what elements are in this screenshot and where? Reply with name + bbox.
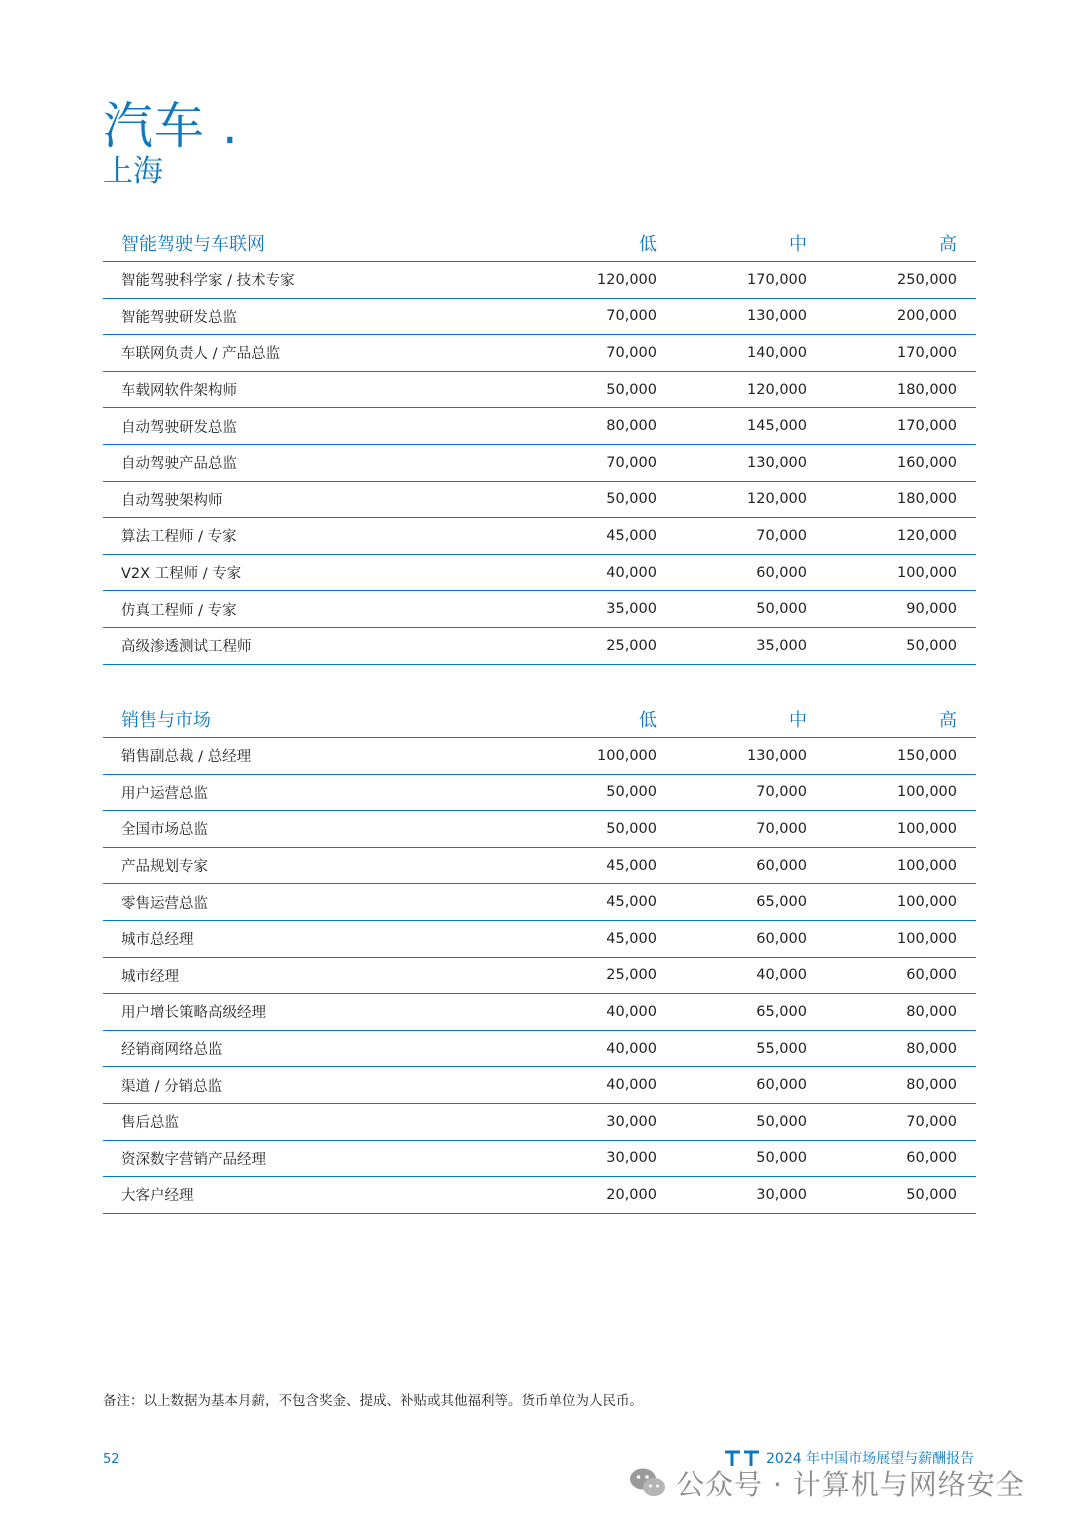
column-mid: 中 bbox=[789, 710, 807, 731]
salary-high-cell: 80,000 bbox=[906, 1003, 957, 1020]
salary-high-cell: 180,000 bbox=[897, 381, 957, 398]
salary-mid-cell: 130,000 bbox=[747, 747, 807, 764]
salary-low-cell: 25,000 bbox=[606, 967, 657, 984]
salary-mid-cell: 60,000 bbox=[756, 564, 807, 581]
table-row bbox=[103, 1031, 976, 1068]
column-high: 高 bbox=[939, 710, 957, 731]
salary-mid-cell: 60,000 bbox=[756, 930, 807, 947]
table-row bbox=[103, 994, 976, 1031]
salary-low-cell: 40,000 bbox=[606, 564, 657, 581]
wechat-icon bbox=[628, 1466, 668, 1500]
job-title-cell: 销售副总裁 / 总经理 bbox=[121, 749, 252, 766]
salary-low-cell: 40,000 bbox=[606, 1077, 657, 1094]
salary-mid-cell: 130,000 bbox=[747, 454, 807, 471]
salary-low-cell: 50,000 bbox=[606, 381, 657, 398]
job-title-cell: 仿真工程师 / 专家 bbox=[121, 602, 237, 619]
salary-low-cell: 30,000 bbox=[606, 1113, 657, 1130]
salary-high-cell: 200,000 bbox=[897, 308, 957, 325]
watermark bbox=[628, 1463, 1025, 1503]
table-row bbox=[103, 1067, 976, 1104]
salary-high-cell: 150,000 bbox=[897, 747, 957, 764]
job-title-cell: 车载网软件架构师 bbox=[121, 383, 237, 400]
salary-low-cell: 70,000 bbox=[606, 308, 657, 325]
salary-low-cell: 50,000 bbox=[606, 820, 657, 837]
job-title-cell: 零售运营总监 bbox=[121, 895, 208, 912]
salary-low-cell: 25,000 bbox=[606, 637, 657, 654]
salary-high-cell: 80,000 bbox=[906, 1077, 957, 1094]
page-title-block bbox=[103, 98, 239, 190]
salary-high-cell: 100,000 bbox=[897, 564, 957, 581]
table-row bbox=[103, 299, 976, 336]
salary-low-cell: 45,000 bbox=[606, 527, 657, 544]
salary-low-cell: 40,000 bbox=[606, 1040, 657, 1057]
salary-low-cell: 45,000 bbox=[606, 894, 657, 911]
job-title-cell: 自动驾驶架构师 bbox=[121, 492, 223, 509]
table-row bbox=[103, 884, 976, 921]
table-row bbox=[103, 1141, 976, 1178]
page-title: 汽车 . bbox=[103, 97, 239, 155]
salary-high-cell: 120,000 bbox=[897, 527, 957, 544]
salary-mid-cell: 130,000 bbox=[747, 308, 807, 325]
salary-high-cell: 100,000 bbox=[897, 894, 957, 911]
salary-high-cell: 60,000 bbox=[906, 967, 957, 984]
salary-table-sales-marketing bbox=[103, 701, 976, 1214]
salary-mid-cell: 30,000 bbox=[756, 1186, 807, 1203]
column-low: 低 bbox=[639, 234, 657, 255]
salary-mid-cell: 170,000 bbox=[747, 271, 807, 288]
table-row bbox=[103, 335, 976, 372]
salary-high-cell: 170,000 bbox=[897, 344, 957, 361]
salary-table-smart-driving bbox=[103, 225, 976, 665]
table-row bbox=[103, 1104, 976, 1141]
salary-mid-cell: 120,000 bbox=[747, 491, 807, 508]
salary-high-cell: 50,000 bbox=[906, 637, 957, 654]
table-header bbox=[103, 225, 976, 262]
job-title-cell: 车联网负责人 / 产品总监 bbox=[121, 346, 281, 363]
job-title-cell: 算法工程师 / 专家 bbox=[121, 529, 237, 546]
salary-high-cell: 100,000 bbox=[897, 820, 957, 837]
salary-mid-cell: 60,000 bbox=[756, 857, 807, 874]
salary-low-cell: 70,000 bbox=[606, 454, 657, 471]
table-row bbox=[103, 372, 976, 409]
salary-low-cell: 50,000 bbox=[606, 784, 657, 801]
job-title-cell: 城市总经理 bbox=[121, 932, 194, 949]
table-body bbox=[103, 262, 976, 665]
table-row bbox=[103, 482, 976, 519]
column-high: 高 bbox=[939, 234, 957, 255]
salary-low-cell: 50,000 bbox=[606, 491, 657, 508]
table-row bbox=[103, 775, 976, 812]
salary-low-cell: 45,000 bbox=[606, 857, 657, 874]
job-title-cell: 渠道 / 分销总监 bbox=[121, 1078, 223, 1095]
table-row bbox=[103, 591, 976, 628]
salary-high-cell: 250,000 bbox=[897, 271, 957, 288]
salary-low-cell: 40,000 bbox=[606, 1003, 657, 1020]
watermark-text: 公众号 · 计算机与网络安全 bbox=[676, 1468, 1025, 1501]
salary-mid-cell: 65,000 bbox=[756, 894, 807, 911]
salary-high-cell: 180,000 bbox=[897, 491, 957, 508]
table-row bbox=[103, 738, 976, 775]
salary-high-cell: 50,000 bbox=[906, 1186, 957, 1203]
table-row bbox=[103, 848, 976, 885]
salary-low-cell: 20,000 bbox=[606, 1186, 657, 1203]
salary-low-cell: 120,000 bbox=[597, 271, 657, 288]
table-row bbox=[103, 811, 976, 848]
page-subtitle: 上海 bbox=[103, 154, 163, 189]
job-title-cell: 智能驾驶研发总监 bbox=[121, 309, 237, 326]
salary-mid-cell: 60,000 bbox=[756, 1077, 807, 1094]
job-title-cell: 城市经理 bbox=[121, 968, 179, 985]
salary-mid-cell: 145,000 bbox=[747, 418, 807, 435]
table-row bbox=[103, 408, 976, 445]
salary-mid-cell: 50,000 bbox=[756, 1113, 807, 1130]
table-body bbox=[103, 738, 976, 1214]
table-row bbox=[103, 958, 976, 995]
salary-mid-cell: 40,000 bbox=[756, 967, 807, 984]
table-row bbox=[103, 628, 976, 665]
table-row bbox=[103, 1177, 976, 1214]
table-header bbox=[103, 701, 976, 738]
job-title-cell: 用户增长策略高级经理 bbox=[121, 1005, 266, 1022]
salary-low-cell: 35,000 bbox=[606, 601, 657, 618]
salary-mid-cell: 140,000 bbox=[747, 344, 807, 361]
salary-high-cell: 100,000 bbox=[897, 784, 957, 801]
salary-mid-cell: 50,000 bbox=[756, 601, 807, 618]
table-row bbox=[103, 262, 976, 299]
footnote: 备注：以上数据为基本月薪，不包含奖金、提成、补贴或其他福利等。货币单位为人民币。 bbox=[103, 1393, 643, 1409]
page-number: 52 bbox=[103, 1452, 120, 1467]
job-title-cell: 全国市场总监 bbox=[121, 822, 208, 839]
table-row bbox=[103, 445, 976, 482]
job-title-cell: 售后总监 bbox=[121, 1115, 179, 1132]
job-title-cell: 经销商网络总监 bbox=[121, 1042, 223, 1059]
salary-high-cell: 170,000 bbox=[897, 418, 957, 435]
salary-mid-cell: 50,000 bbox=[756, 1150, 807, 1167]
salary-low-cell: 100,000 bbox=[597, 747, 657, 764]
table-heading: 智能驾驶与车联网 bbox=[121, 234, 265, 255]
table-row bbox=[103, 518, 976, 555]
salary-low-cell: 30,000 bbox=[606, 1150, 657, 1167]
salary-high-cell: 90,000 bbox=[906, 601, 957, 618]
salary-mid-cell: 70,000 bbox=[756, 820, 807, 837]
job-title-cell: 自动驾驶产品总监 bbox=[121, 456, 237, 473]
report-title: 2024 年中国市场展望与薪酬报告 bbox=[766, 1451, 975, 1467]
salary-mid-cell: 70,000 bbox=[756, 784, 807, 801]
salary-low-cell: 80,000 bbox=[606, 418, 657, 435]
salary-mid-cell: 120,000 bbox=[747, 381, 807, 398]
job-title-cell: V2X 工程师 / 专家 bbox=[121, 566, 242, 583]
salary-high-cell: 70,000 bbox=[906, 1113, 957, 1130]
salary-high-cell: 100,000 bbox=[897, 930, 957, 947]
salary-mid-cell: 35,000 bbox=[756, 637, 807, 654]
salary-low-cell: 70,000 bbox=[606, 344, 657, 361]
table-row bbox=[103, 921, 976, 958]
job-title-cell: 产品规划专家 bbox=[121, 859, 208, 876]
table-heading: 销售与市场 bbox=[121, 710, 211, 731]
column-mid: 中 bbox=[789, 234, 807, 255]
salary-high-cell: 80,000 bbox=[906, 1040, 957, 1057]
salary-high-cell: 100,000 bbox=[897, 857, 957, 874]
salary-high-cell: 160,000 bbox=[897, 454, 957, 471]
job-title-cell: 智能驾驶科学家 / 技术专家 bbox=[121, 273, 295, 290]
job-title-cell: 资深数字营销产品经理 bbox=[121, 1151, 266, 1168]
salary-low-cell: 45,000 bbox=[606, 930, 657, 947]
salary-mid-cell: 65,000 bbox=[756, 1003, 807, 1020]
job-title-cell: 用户运营总监 bbox=[121, 785, 208, 802]
salary-high-cell: 60,000 bbox=[906, 1150, 957, 1167]
job-title-cell: 自动驾驶研发总监 bbox=[121, 419, 237, 436]
table-row bbox=[103, 555, 976, 592]
salary-mid-cell: 55,000 bbox=[756, 1040, 807, 1057]
column-low: 低 bbox=[639, 710, 657, 731]
job-title-cell: 高级渗透测试工程师 bbox=[121, 639, 252, 656]
salary-mid-cell: 70,000 bbox=[756, 527, 807, 544]
job-title-cell: 大客户经理 bbox=[121, 1188, 194, 1205]
